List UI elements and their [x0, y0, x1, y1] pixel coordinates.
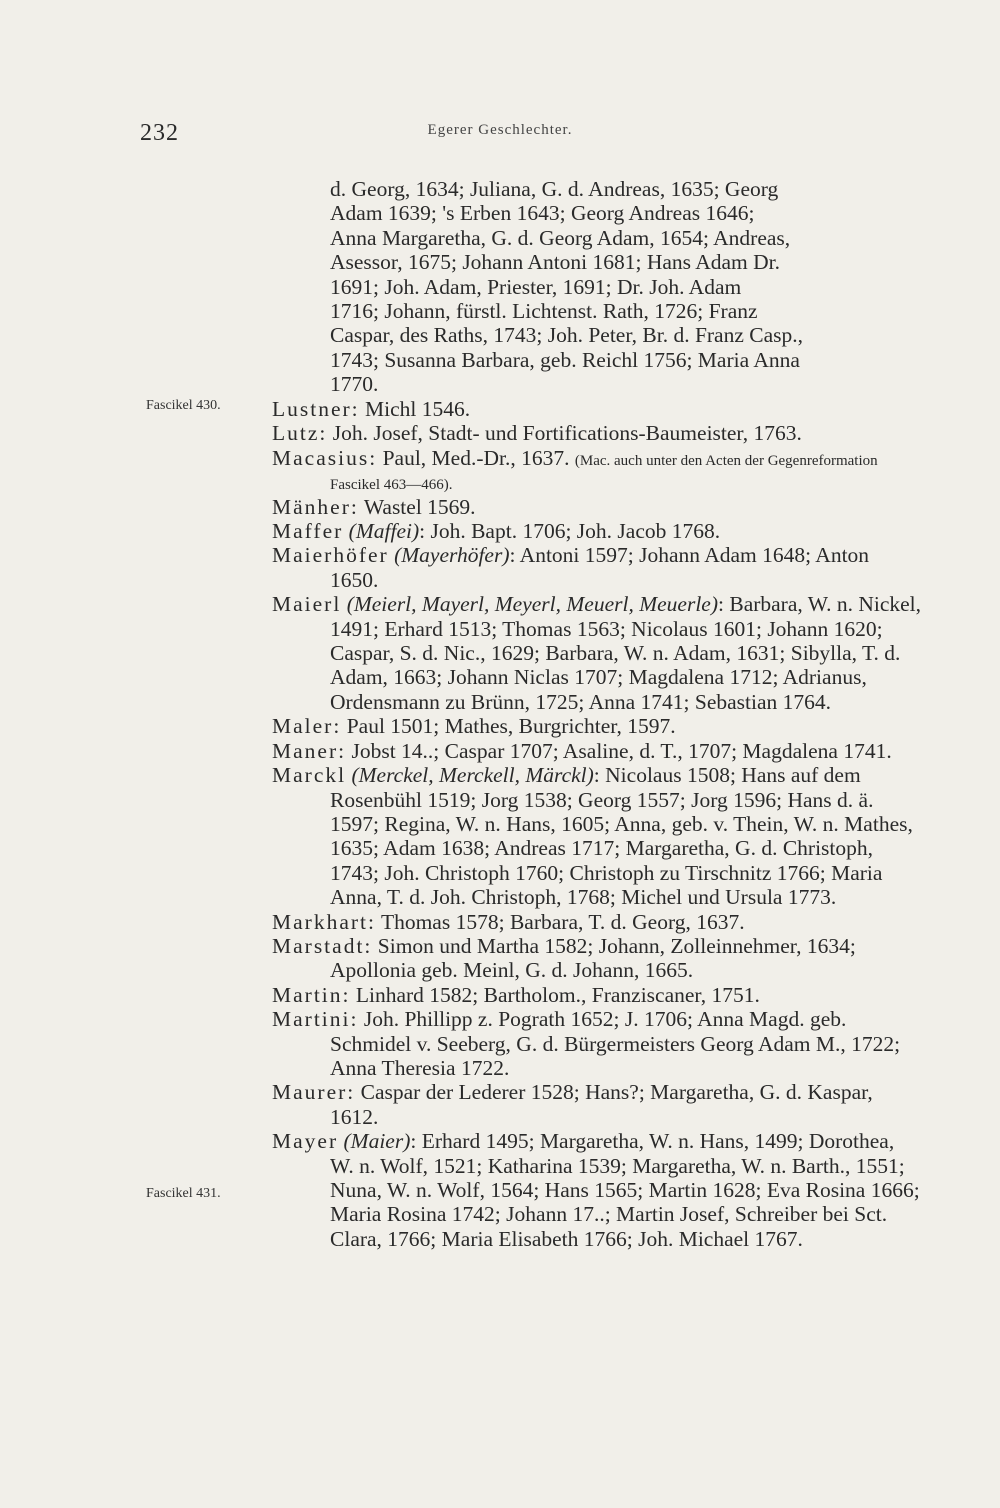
entry-maler: [272, 714, 922, 738]
entry-text: Caspar der Lederer 1528; Hans?; Margaretha, G. d. Kaspar, 1612.: [330, 1080, 873, 1129]
text-line: Caspar, des Raths, 1743; Joh. Peter, Br. d. Franz Casp.,: [330, 323, 804, 348]
entry-martini: [272, 1007, 922, 1080]
entry-variant: (Mayerhöfer): [394, 543, 510, 568]
page-number: 232: [140, 120, 179, 146]
entry-marckl: [272, 763, 922, 909]
entry-name: Lutz:: [272, 421, 328, 446]
entry-maner: [272, 739, 922, 763]
entry-markhart: [272, 910, 922, 934]
entry-name: Marckl: [272, 763, 347, 788]
entry-variant: (Maier): [343, 1129, 411, 1154]
entry-text: : Erhard 1495; Margaretha, W. n. Hans, 1499; Dorothea, W. n. Wolf, 1521; Katharina 1539; Margaretha, W. n. Barth., 1551; Nuna, W. n. Wolf, 1564; Hans 1565; Martin 1628; Eva Rosina 1666; Maria Rosina 1742; Johann 17..; Martin Josef, Schreiber bei Sct. Clara, 1766; Maria Elisabeth 1766; Joh. Michael 1767.: [330, 1129, 920, 1251]
text-line: Anna Margaretha, G. d. Georg Adam, 1654; Andreas,: [330, 225, 791, 250]
entry-name: Mayer: [272, 1129, 339, 1154]
entry-martin: [272, 983, 922, 1007]
continuation-block: [272, 177, 922, 397]
entries-list: [272, 397, 922, 1251]
entry-maffer: [272, 519, 922, 543]
entry-text: Jobst 14..; Caspar 1707; Asaline, d. T., 1707; Magdalena 1741.: [346, 738, 892, 763]
text-line: Adam 1639; 's Erben 1643; Georg Andreas 1646;: [330, 201, 755, 226]
entry-name: Lustner:: [272, 397, 360, 421]
running-title: Egerer Geschlechter.: [427, 122, 573, 138]
entry-text: Wastel 1569.: [358, 494, 476, 519]
entry-text: Joh. Phillipp z. Pograth 1652; J. 1706; Anna Magd. geb. Schmidel v. Seeberg, G. d. Bürgermeisters Georg Adam M., 1722; Anna Theresia 1722.: [330, 1007, 901, 1080]
entry-lustner: [272, 397, 922, 421]
entry-text: : Antoni 1597; Johann Adam 1648; Anton 1650.: [330, 543, 870, 592]
entry-name: Maierhöfer: [272, 543, 389, 568]
entry-maierhoefer: [272, 543, 922, 592]
entry-name: Maner:: [272, 738, 347, 763]
margin-note-fascikel-430: Fascikel 430.: [146, 398, 221, 413]
margin-note-fascikel-431: Fascikel 431.: [146, 1186, 221, 1201]
text-line: d. Georg, 1634; Juliana, G. d. Andreas, 1635; Georg: [330, 177, 779, 201]
entry-name: Marstadt:: [272, 933, 373, 958]
entry-macasius: [272, 446, 922, 495]
text-line: 1716; Johann, fürstl. Lichtenst. Rath, 1726; Franz: [330, 299, 758, 324]
entry-variant: (Merckel, Merckell, Märckl): [351, 763, 594, 788]
entry-text: Paul, Med.-Dr., 1637.: [377, 445, 570, 470]
entry-maenher: [272, 495, 922, 519]
text-line: 1770.: [330, 372, 379, 397]
entry-text: : Barbara, W. n. Nickel, 1491; Erhard 1513; Thomas 1563; Nicolaus 1601; Johann 1620; Caspar, S. d. Nic., 1629; Barbara, W. n. Adam, 1631; Sibylla, T. d. Adam, 1663; Johann Niclas 1707; Magdalena 1712; Adrianus, Ordensmann zu Brünn, 1725; Anna 1741; Sebastian 1764.: [330, 592, 922, 714]
entry-name: Maler:: [272, 714, 342, 739]
entry-maurer: [272, 1080, 922, 1129]
entry-text: Michl 1546.: [359, 397, 471, 421]
entry-name: Macasius:: [272, 445, 378, 470]
entry-name: Mänher:: [272, 494, 359, 519]
entry-text: : Nicolaus 1508; Hans auf dem Rosenbühl 1519; Jorg 1538; Georg 1557; Jorg 1596; Hans d. ä. 1597; Regina, W. n. Hans, 1605; Anna, geb. v. Thein, W. n. Mathes, 1635; Adam 1638; Andreas 1717; Margaretha, G. d. Christoph, 1743; Joh. Christoph 1760; Christoph zu Tirschnitz 1766; Maria Anna, T. d. Joh. Christoph, 1768; Michel und Ursula 1773.: [330, 763, 913, 910]
entry-name: Maierl: [272, 592, 342, 617]
entry-name: Martini:: [272, 1007, 359, 1032]
entry-text: Paul 1501; Mathes, Burgrichter, 1597.: [341, 714, 676, 739]
entry-name: Maurer:: [272, 1080, 356, 1105]
entry-name: Markhart:: [272, 909, 376, 934]
entry-text: Linhard 1582; Bartholom., Franziscaner, 1751.: [350, 982, 760, 1007]
text-line: Asessor, 1675; Johann Antoni 1681; Hans Adam Dr.: [330, 250, 781, 275]
entry-variant: (Meierl, Mayerl, Meyerl, Meuerl, Meuerle): [346, 592, 718, 617]
text-line: 1691; Joh. Adam, Priester, 1691; Dr. Joh. Adam: [330, 274, 742, 299]
entry-name: Martin:: [272, 982, 351, 1007]
entry-text: Simon und Martha 1582; Johann, Zolleinnehmer, 1634; Apollonia geb. Meinl, G. d. Johann, 1665.: [330, 933, 856, 983]
entry-name: Maffer: [272, 519, 344, 544]
entry-mayer: [272, 1129, 922, 1251]
entry-variant: (Maffei): [348, 519, 420, 544]
entry-maierl: [272, 592, 922, 714]
entry-text: Joh. Josef, Stadt- und Fortifications-Baumeister, 1763.: [327, 421, 802, 446]
entry-lutz: [272, 421, 922, 445]
entry-text: : Joh. Bapt. 1706; Joh. Jacob 1768.: [419, 519, 721, 544]
entry-note: (Mac. auch unter den Acten der Gegenreformation Fascikel 463—466).: [330, 452, 878, 494]
entry-marstadt: [272, 934, 922, 983]
entry-text: Thomas 1578; Barbara, T. d. Georg, 1637.: [375, 909, 745, 934]
text-line: 1743; Susanna Barbara, geb. Reichl 1756; Maria Anna: [330, 347, 800, 372]
